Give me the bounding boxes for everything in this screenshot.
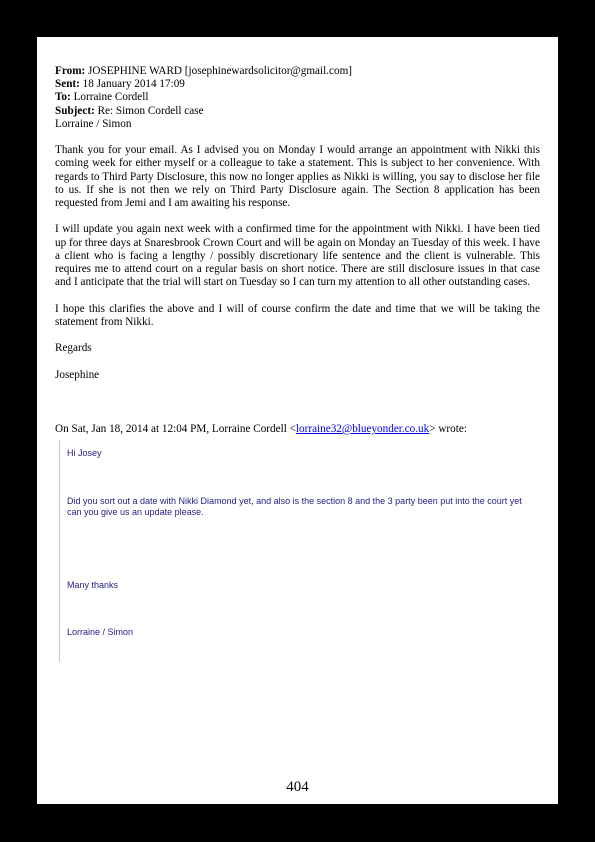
body-paragraph: I will update you again next week with a confirmed time for the appointment with Nikki. I have been tied up for three days at Snaresbrook Crown Court and will be again on Monday an Tuesday of this week. I have a client who is facing a lengthy / possibly discretionary life sentence and the client is vulnerable. This requires me to attend court on a regular basis on short notice. There are still disclosure issues in that case and I anticipate that the trial will start on Tuesday so I can turn my attention to all other outstanding cases. xyxy=(55,223,540,289)
quoted-message xyxy=(59,440,537,662)
body-paragraph: Thank you for your email. As I advised you on Monday I would arrange an appointment with Nikki this coming week for either myself or a colleague to take a statement. This is subject to her convenience. With regards to Third Party Disclosure, this now no longer applies as Nikki is willing, you say to disclose her file to us. If she is not then we rely on Third Party Disclosure again. The Section 8 application has been requested from Jemi and I am awaiting his response. xyxy=(55,144,540,210)
email-message xyxy=(55,65,540,382)
quoted-intro-before: On Sat, Jan 18, 2014 at 12:04 PM, Lorraine Cordell < xyxy=(55,423,296,435)
subject-label: Subject: xyxy=(55,104,95,117)
document-page xyxy=(37,37,558,804)
signature: Josephine xyxy=(55,368,100,381)
quoted-intro xyxy=(55,423,545,436)
sent-label: Sent: xyxy=(55,78,80,91)
quoted-intro-after: > wrote: xyxy=(429,423,467,435)
from-label: From: xyxy=(55,65,86,77)
sent-line xyxy=(55,78,540,91)
subject-line xyxy=(55,105,540,118)
to-line xyxy=(55,91,540,104)
body-paragraph: I hope this clarifies the above and I will of course confirm the date and time that we will be taking the statement from Nikki. xyxy=(55,302,540,328)
sender-email-link[interactable]: lorraine32@blueyonder.co.uk xyxy=(295,423,430,435)
page-number: 404 xyxy=(286,779,309,795)
quoted-greeting: Hi Josey xyxy=(67,448,102,458)
greeting: Lorraine / Simon xyxy=(55,117,132,130)
quoted-signature: Lorraine / Simon xyxy=(67,627,134,637)
from-value: JOSEPHINE WARD [josephinewardsolicitor@gmail.com] xyxy=(88,65,353,77)
quoted-thanks: Many thanks xyxy=(67,580,119,590)
sent-value: 18 January 2014 17:09 xyxy=(82,78,185,91)
to-value: Lorraine Cordell xyxy=(73,91,149,104)
from-line xyxy=(55,65,540,78)
to-label: To: xyxy=(55,91,71,104)
subject-value: Re: Simon Cordell case xyxy=(97,104,204,117)
regards: Regards xyxy=(55,342,92,355)
quoted-body: Did you sort out a date with Nikki Diamond yet, and also is the section 8 and the 3 party been put into the court yet can you give us an update please. xyxy=(67,496,522,518)
